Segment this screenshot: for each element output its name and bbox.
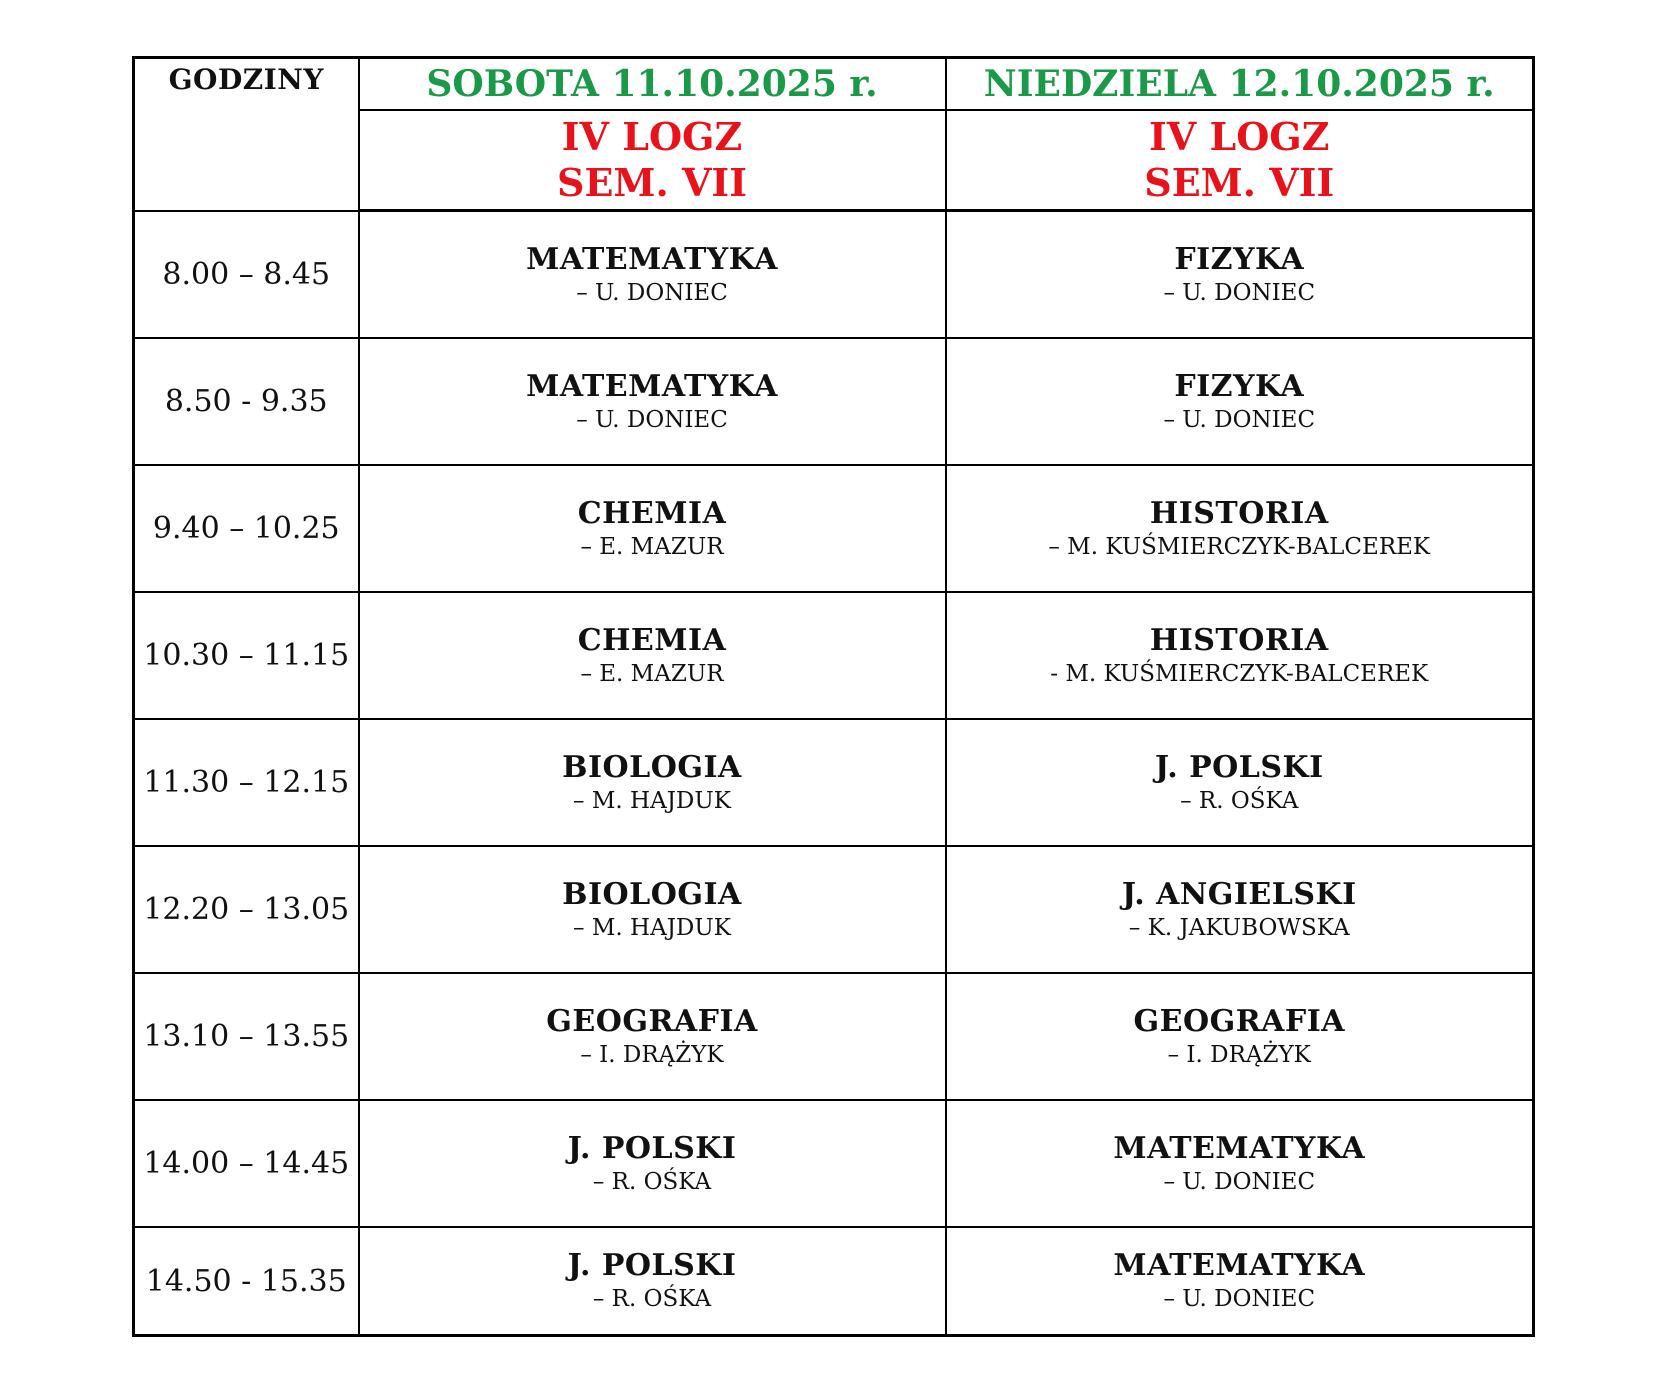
subject-name: GEOGRAFIA xyxy=(546,1003,758,1039)
time-cell xyxy=(134,592,359,719)
lesson-cell-saturday xyxy=(359,465,946,592)
table-row xyxy=(134,338,1534,465)
lesson-cell-saturday xyxy=(359,592,946,719)
lesson-cell-saturday xyxy=(359,1227,946,1336)
lesson-cell-sunday xyxy=(946,973,1534,1100)
teacher-name: – U. DONIEC xyxy=(576,406,728,433)
subject-name: J. POLSKI xyxy=(567,1248,737,1283)
subject-name: MATEMATYKA xyxy=(1113,1130,1366,1166)
subject-name: HISTORIA xyxy=(1149,495,1329,531)
teacher-name: – R. OŚKA xyxy=(1180,787,1299,814)
table-row xyxy=(134,465,1534,592)
subject-name: FIZYKA xyxy=(1174,241,1305,277)
teacher-name: – U. DONIEC xyxy=(1163,1168,1316,1195)
day-date-saturday: SOBOTA 11.10.2025 r. xyxy=(426,63,878,105)
teacher-name: – M. HAJDUK xyxy=(573,787,731,814)
teacher-name: – E. MAZUR xyxy=(580,533,724,560)
subject-name: BIOLOGIA xyxy=(562,876,742,912)
group-name-sunday: IV LOGZ xyxy=(1149,114,1330,159)
group-name-saturday: IV LOGZ xyxy=(561,114,743,159)
hours-label: GODZINY xyxy=(168,63,324,96)
teacher-name: – K. JAKUBOWSKA xyxy=(1128,914,1350,941)
lesson-cell-sunday xyxy=(946,592,1534,719)
table-row xyxy=(134,1100,1534,1227)
lesson-cell-sunday xyxy=(946,1227,1534,1336)
teacher-name: – I. DRĄŻYK xyxy=(580,1041,724,1068)
teacher-name: – R. OŚKA xyxy=(592,1168,712,1195)
lesson-cell-saturday xyxy=(359,719,946,846)
teacher-name: – R. OŚKA xyxy=(592,1286,712,1312)
teacher-name: – U. DONIEC xyxy=(1163,406,1316,433)
teacher-name: – U. DONIEC xyxy=(1163,279,1316,306)
schedule-table xyxy=(132,56,1535,1337)
lesson-cell-sunday xyxy=(946,465,1534,592)
lesson-cell-sunday xyxy=(946,338,1534,465)
schedule-body xyxy=(134,58,1534,1336)
subject-name: BIOLOGIA xyxy=(562,749,742,785)
time-cell xyxy=(134,465,359,592)
table-row xyxy=(134,719,1534,846)
subject-name: MATEMATYKA xyxy=(526,368,778,404)
time-cell xyxy=(134,719,359,846)
lesson-cell-saturday xyxy=(359,1100,946,1227)
subject-name: FIZYKA xyxy=(1174,368,1305,404)
lesson-cell-sunday xyxy=(946,846,1534,973)
group-semester-sunday: SEM. VII xyxy=(1144,160,1335,205)
subject-name: J. ANGIELSKI xyxy=(1121,876,1357,912)
time-range: 8.00 – 8.45 xyxy=(162,256,331,292)
subject-name: CHEMIA xyxy=(577,495,727,531)
teacher-name: – E. MAZUR xyxy=(580,660,724,687)
table-row xyxy=(134,211,1534,339)
subject-name: CHEMIA xyxy=(577,622,727,658)
group-cell-sunday xyxy=(946,110,1534,211)
teacher-name: – I. DRĄŻYK xyxy=(1167,1041,1311,1068)
time-range: 10.30 – 11.15 xyxy=(143,638,350,673)
subject-name: MATEMATYKA xyxy=(526,241,778,277)
table-row xyxy=(134,846,1534,973)
group-cell-saturday xyxy=(359,110,946,211)
time-range: 13.10 – 13.55 xyxy=(143,1019,350,1054)
time-cell xyxy=(134,1227,359,1336)
date-header-row xyxy=(134,58,1534,111)
day-date-cell-sunday xyxy=(946,58,1534,111)
subject-name: GEOGRAFIA xyxy=(1133,1003,1346,1039)
subject-name: HISTORIA xyxy=(1149,622,1329,658)
teacher-name: – M. HAJDUK xyxy=(573,914,731,941)
group-semester-saturday: SEM. VII xyxy=(557,160,747,205)
lesson-cell-saturday xyxy=(359,211,946,339)
time-cell xyxy=(134,338,359,465)
day-date-sunday: NIEDZIELA 12.10.2025 r. xyxy=(983,63,1495,105)
time-cell xyxy=(134,973,359,1100)
time-cell xyxy=(134,846,359,973)
time-range: 12.20 – 13.05 xyxy=(143,892,350,927)
teacher-name: – U. DONIEC xyxy=(1163,1286,1316,1312)
time-range: 11.30 – 12.15 xyxy=(143,765,350,800)
table-row xyxy=(134,592,1534,719)
lesson-cell-sunday xyxy=(946,719,1534,846)
lesson-cell-sunday xyxy=(946,1100,1534,1227)
time-cell xyxy=(134,1100,359,1227)
teacher-name: - M. KUŚMIERCZYK-BALCEREK xyxy=(1050,660,1429,687)
lesson-cell-sunday xyxy=(946,211,1534,339)
time-range: 14.00 – 14.45 xyxy=(143,1146,350,1181)
time-range: 9.40 – 10.25 xyxy=(152,511,340,546)
lesson-cell-saturday xyxy=(359,973,946,1100)
time-range: 8.50 - 9.35 xyxy=(164,384,328,419)
table-row xyxy=(134,973,1534,1100)
hours-header-cell xyxy=(134,58,359,211)
subject-name: MATEMATYKA xyxy=(1113,1248,1366,1283)
table-row xyxy=(134,1227,1534,1336)
teacher-name: – U. DONIEC xyxy=(576,279,728,306)
time-cell xyxy=(134,211,359,339)
subject-name: J. POLSKI xyxy=(567,1130,737,1166)
subject-name: J. POLSKI xyxy=(1154,749,1324,785)
day-date-cell-saturday xyxy=(359,58,946,111)
teacher-name: – M. KUŚMIERCZYK-BALCEREK xyxy=(1048,533,1431,560)
lesson-cell-saturday xyxy=(359,846,946,973)
time-range: 14.50 - 15.35 xyxy=(145,1263,347,1299)
lesson-cell-saturday xyxy=(359,338,946,465)
